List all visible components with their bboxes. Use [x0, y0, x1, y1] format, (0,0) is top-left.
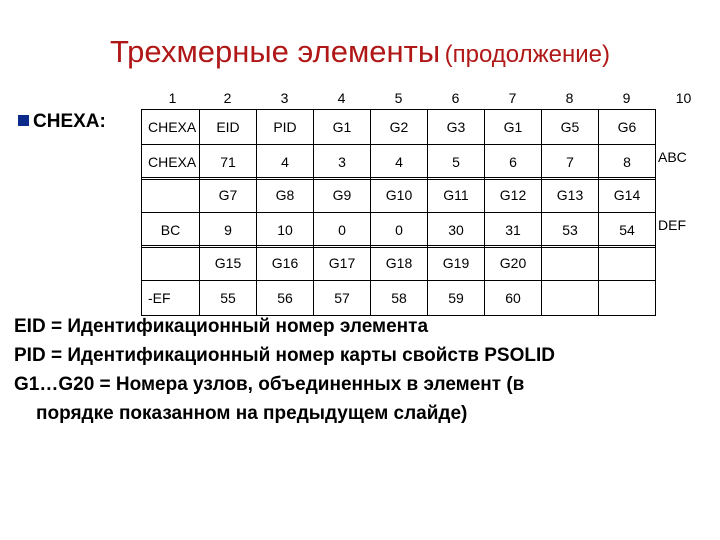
column-number: 10: [675, 90, 692, 106]
table-cell: 53: [542, 213, 599, 248]
table-cell: CHEXA: [142, 110, 200, 145]
table-row: [142, 281, 708, 316]
column-number: 7: [508, 90, 517, 106]
column-number: 2: [223, 90, 232, 106]
table-cell: G18: [371, 246, 428, 281]
table-cell: G16: [257, 246, 314, 281]
bullet-square-icon: [18, 115, 29, 126]
table-row: [142, 145, 708, 180]
table-cell: G13: [542, 178, 599, 213]
table-cell: EID: [200, 110, 257, 145]
table-cell: [599, 281, 656, 316]
table-cell: [142, 178, 200, 213]
slide-title: [0, 36, 720, 67]
table-cell: 7: [542, 145, 599, 180]
table-cell: 31: [485, 213, 542, 248]
column-number: 4: [337, 90, 346, 106]
table-cell: 55: [200, 281, 257, 316]
table-cell: PID: [257, 110, 314, 145]
definition-line: EID = Идентификационный номер элемента: [14, 316, 429, 337]
table-cell: 10: [257, 213, 314, 248]
column-number-header: [0, 90, 720, 106]
column-number: 5: [394, 90, 403, 106]
table-cell: 56: [257, 281, 314, 316]
table-cell: G5: [542, 110, 599, 145]
definition-line: G1…G20 = Номера узлов, объединенных в элемент (в: [14, 374, 525, 395]
bullet-chexa: [18, 111, 106, 133]
table-cell: [542, 281, 599, 316]
table-cell: [142, 246, 200, 281]
table-cell: 71: [200, 145, 257, 180]
table-cell: 54: [599, 213, 656, 248]
table-cell: G1: [314, 110, 371, 145]
table-row: [142, 213, 708, 248]
definition-line: порядке показанном на предыдущем слайде): [36, 403, 468, 424]
table-cell: 59: [428, 281, 485, 316]
continuation-cell: [656, 246, 708, 281]
table-cell: G3: [428, 110, 485, 145]
table-cell: 3: [314, 145, 371, 180]
table-cell: 57: [314, 281, 371, 316]
table-cell: G11: [428, 178, 485, 213]
table-cell: CHEXA: [142, 145, 200, 180]
chexa-table-block-2: [141, 177, 708, 248]
table-cell: -EF: [142, 281, 200, 316]
table-cell: [542, 246, 599, 281]
column-number: 9: [622, 90, 631, 106]
table-cell: G10: [371, 178, 428, 213]
continuation-cell: [656, 281, 708, 316]
table-row: [142, 246, 708, 281]
continuation-cell: [656, 178, 708, 213]
table-cell: G20: [485, 246, 542, 281]
table-row: [142, 178, 708, 213]
continuation-cell: [656, 110, 708, 145]
column-number: 3: [280, 90, 289, 106]
chexa-table-block-1: [141, 109, 708, 180]
bullet-label: CHEXA:: [33, 111, 106, 132]
table-cell: G19: [428, 246, 485, 281]
table-cell: 58: [371, 281, 428, 316]
continuation-cell: DEF: [658, 216, 686, 233]
chexa-table-block-3: [141, 245, 708, 316]
definitions: [14, 312, 704, 428]
table-cell: G12: [485, 178, 542, 213]
table-cell: G2: [371, 110, 428, 145]
table-cell: 30: [428, 213, 485, 248]
table-cell: G6: [599, 110, 656, 145]
title-subtitle: (продолжение): [444, 41, 610, 68]
table-cell: 4: [257, 145, 314, 180]
column-number: 1: [168, 90, 177, 106]
table-cell: G9: [314, 178, 371, 213]
table-cell: G7: [200, 178, 257, 213]
table-cell: G1: [485, 110, 542, 145]
column-number: 8: [565, 90, 574, 106]
column-number: 6: [451, 90, 460, 106]
table-cell: 5: [428, 145, 485, 180]
table-cell: G15: [200, 246, 257, 281]
table-cell: G8: [257, 178, 314, 213]
table-cell: G14: [599, 178, 656, 213]
table-cell: BC: [142, 213, 200, 248]
table-cell: 0: [314, 213, 371, 248]
continuation-cell: ABC: [658, 148, 687, 165]
table-cell: 0: [371, 213, 428, 248]
table-cell: 8: [599, 145, 656, 180]
table-row: [142, 110, 708, 145]
table-cell: G17: [314, 246, 371, 281]
table-cell: 6: [485, 145, 542, 180]
table-cell: 60: [485, 281, 542, 316]
table-cell: 4: [371, 145, 428, 180]
table-cell: 9: [200, 213, 257, 248]
table-cell: [599, 246, 656, 281]
definition-line: PID = Идентификационный номер карты свойств PSOLID: [14, 345, 555, 366]
title-main: Трехмерные элементы: [109, 34, 441, 69]
